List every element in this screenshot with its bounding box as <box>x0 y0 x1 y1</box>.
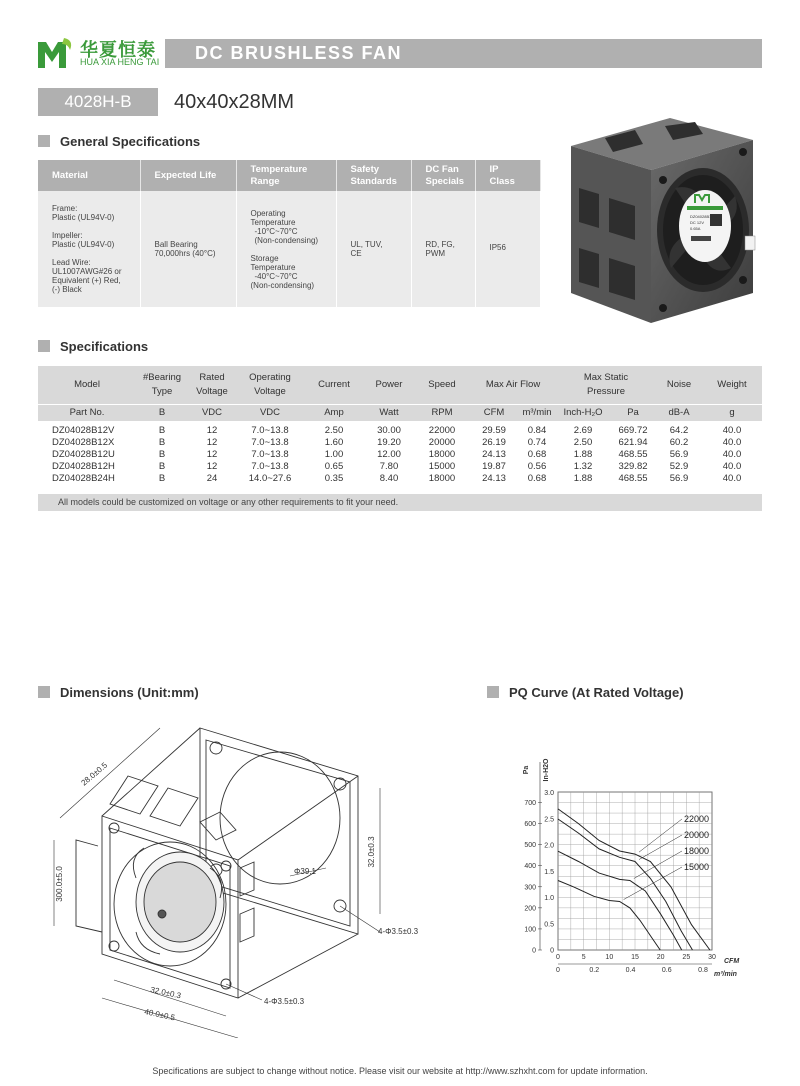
table-cell: 7.0~13.8 <box>251 461 289 472</box>
dim-diameter: Φ39.1 <box>294 867 316 876</box>
table-cell: 468.55 <box>618 473 648 484</box>
y2-tick-label: 2.0 <box>544 842 554 850</box>
table-cell: 15000 <box>428 461 456 472</box>
table-cell: 621.94 <box>618 437 648 448</box>
table-cell: B <box>158 473 166 484</box>
y2-tick-label: 2.5 <box>544 816 554 824</box>
table-cell: 12 <box>206 461 218 472</box>
table-cell: 56.9 <box>669 449 689 460</box>
general-spec-title: General Specifications <box>60 134 201 149</box>
unit-cell: Pa <box>610 404 656 421</box>
col-static-pressure <box>556 366 656 404</box>
specifications-title: Specifications <box>60 339 149 354</box>
material-wire-value: Equivalent (+) Red, <box>52 276 121 285</box>
table-cell: 24.13 <box>482 449 506 460</box>
y-axis-label: Pa <box>523 765 530 775</box>
series-leader-line <box>624 867 682 900</box>
temp-note: (Non-condensing) <box>250 280 315 290</box>
table-cell: 7.0~13.8 <box>251 449 289 460</box>
table-cell: 22000 <box>428 425 456 436</box>
dimension-drawing <box>40 718 440 1038</box>
table-row <box>38 473 762 485</box>
table-cell: 12 <box>206 437 218 448</box>
unit-cell: VDC <box>236 404 304 421</box>
table-cell: 329.82 <box>618 461 648 472</box>
col-noise: Noise <box>656 366 702 404</box>
specifications-table-wrap <box>38 366 762 485</box>
y2-tick-label: 0 <box>550 947 554 955</box>
unit-cell: Part No. <box>38 404 136 421</box>
dimensions-title: Dimensions (Unit:mm) <box>60 685 199 700</box>
table-cell: 40.0 <box>722 449 742 460</box>
logo-mark-icon <box>38 38 74 68</box>
table-cell: 24 <box>206 473 218 484</box>
table-cell: 468.55 <box>618 449 648 460</box>
x-tick-label: 0 <box>556 954 560 961</box>
material-impeller-value: Plastic (UL94V-0) <box>52 240 115 249</box>
series-label: 18000 <box>684 846 710 856</box>
table-cell: 18000 <box>428 473 456 484</box>
safety-line: CE <box>350 249 362 258</box>
temp-value: -10°C~70°C <box>254 226 298 236</box>
table-cell: 56.9 <box>669 473 689 484</box>
table-cell: 18000 <box>428 449 456 460</box>
dim-holes-bottom: 4-Φ3.5±0.3 <box>264 997 305 1006</box>
fan-label-current: 0.65A <box>690 226 701 231</box>
table-cell: 29.59 <box>482 425 506 436</box>
table-cell: 1.60 <box>324 437 344 448</box>
material-wire-value: (-) Black <box>52 285 82 294</box>
material-frame-label: Frame: <box>52 204 78 213</box>
table-cell: 12 <box>206 425 218 436</box>
material-wire-value: UL1007AWG#26 or <box>52 267 122 276</box>
header-expected-life: Expected Life <box>140 160 236 191</box>
unit-cell: m³/min <box>518 404 556 421</box>
units-row <box>38 404 762 421</box>
pq-curve-heading <box>487 685 684 700</box>
x2-axis-label: m³/min <box>714 971 737 978</box>
table-cell: 60.2 <box>669 437 689 448</box>
series-label: 20000 <box>684 830 710 840</box>
table-cell: 24.13 <box>482 473 506 484</box>
dim-hole-spacing-bottom: 32.0±0.3 <box>149 985 182 1001</box>
table-cell: 7.0~13.8 <box>251 437 289 448</box>
safety-cell <box>336 191 411 307</box>
y-tick-label: 200 <box>524 905 536 913</box>
fan-label-voltage: DC 12V <box>690 220 705 225</box>
y2-tick-label: 0.5 <box>544 921 554 929</box>
bullet-square-icon <box>38 340 50 352</box>
y2-tick-label: 1.5 <box>544 868 554 876</box>
y2-tick-label: 1.0 <box>544 895 554 903</box>
dim-holes-top: 4-Φ3.5±0.3 <box>378 927 419 936</box>
table-cell: 0.35 <box>324 473 344 484</box>
col-rated-voltage-label: Rated Voltage <box>196 371 228 397</box>
x2-tick-label: 0 <box>556 967 560 974</box>
series-label: 22000 <box>684 814 710 824</box>
fan-product-image <box>565 118 760 328</box>
temp-label: Temperature <box>250 217 296 227</box>
table-cell: DZ04028B12X <box>52 437 115 448</box>
table-cell: 1.88 <box>573 449 593 460</box>
page-title: DC BRUSHLESS FAN <box>195 43 403 63</box>
table-cell: 0.84 <box>527 425 547 436</box>
table-cell: B <box>158 449 166 460</box>
table-cell: DZ04028B12V <box>52 425 115 436</box>
table-cell: 8.40 <box>379 473 399 484</box>
col-model: Model <box>38 366 136 404</box>
col-bearing <box>136 366 188 404</box>
specials-line: PWM <box>425 249 446 258</box>
x2-tick-label: 0.6 <box>661 967 672 974</box>
temp-label: Operating <box>250 208 286 218</box>
series-label: 15000 <box>684 862 710 872</box>
table-cell: 14.0~27.6 <box>248 473 292 484</box>
table-cell: 1.88 <box>573 473 593 484</box>
pq-curve-18000 <box>558 851 682 950</box>
col-rated-voltage <box>188 366 236 404</box>
header-safety: Safety Standards <box>336 160 411 191</box>
x2-tick-label: 0.2 <box>589 967 600 974</box>
table-cell: 0.68 <box>527 473 547 484</box>
bullet-square-icon <box>38 135 50 147</box>
col-current: Current <box>304 366 364 404</box>
brand-name-en: HUA XIA HENG TAI <box>80 57 160 67</box>
table-cell: 12 <box>206 449 218 460</box>
table-cell: 52.9 <box>669 461 689 472</box>
brand-logo <box>38 36 163 70</box>
x-tick-label: 10 <box>605 954 614 961</box>
unit-cell: Watt <box>364 404 414 421</box>
safety-line: UL, TUV, <box>350 240 383 249</box>
table-row <box>38 425 762 437</box>
specifications-heading <box>38 339 148 354</box>
customization-note: All models could be customized on voltage or any other requirements to fit your need. <box>38 494 762 511</box>
table-cell: 1.00 <box>324 449 344 460</box>
col-power: Power <box>364 366 414 404</box>
table-cell: 669.72 <box>618 425 648 436</box>
unit-cell: RPM <box>414 404 470 421</box>
table-cell: 7.0~13.8 <box>251 425 289 436</box>
table-cell: 0.65 <box>324 461 344 472</box>
unit-cell: Inch-H₂O <box>556 404 610 421</box>
x-axis-label: CFM <box>724 958 740 965</box>
table-cell: 30.00 <box>377 425 401 436</box>
table-cell: 20000 <box>428 437 456 448</box>
specials-line: RD, FG, <box>425 240 455 249</box>
col-static-pressure-label: Max Static Pressure <box>583 371 629 397</box>
x-tick-label: 25 <box>682 954 691 961</box>
table-row <box>38 461 762 473</box>
col-bearing-label: #Bearing Type <box>142 371 182 397</box>
table-cell: 2.50 <box>324 425 344 436</box>
header-material: Material <box>38 160 140 191</box>
table-cell: 1.32 <box>573 461 593 472</box>
col-speed: Speed <box>414 366 470 404</box>
ip-cell: IP56 <box>475 191 540 307</box>
brand-name-cn: 华夏恒泰 <box>80 40 156 60</box>
table-cell: 40.0 <box>722 437 742 448</box>
y-tick-label: 500 <box>524 842 536 850</box>
dimensions-heading <box>38 685 199 700</box>
model-size: 40x40x28MM <box>174 91 295 113</box>
y-tick-label: 400 <box>524 863 536 871</box>
dim-depth: 28.0±0.5 <box>79 760 110 788</box>
x2-tick-label: 0.8 <box>698 967 708 974</box>
table-cell: 7.80 <box>379 461 399 472</box>
general-spec-heading <box>38 134 200 149</box>
table-cell: 19.87 <box>482 461 506 472</box>
life-bearing: Ball Bearing <box>154 240 198 249</box>
specifications-table <box>38 366 762 485</box>
y-tick-label: 300 <box>524 884 536 892</box>
table-cell: 40.0 <box>722 425 742 436</box>
temp-note: (Non-condensing) <box>254 235 319 245</box>
general-spec-table <box>38 160 541 307</box>
table-cell: B <box>158 461 166 472</box>
table-row <box>38 449 762 461</box>
unit-cell: VDC <box>188 404 236 421</box>
header-temperature: Temperature Range <box>236 160 336 191</box>
material-wire-label: Lead Wire: <box>52 258 91 267</box>
y2-axis-label: In-H2O <box>543 758 550 782</box>
col-air-flow: Max Air Flow <box>470 366 556 404</box>
model-number: 4028H-B <box>38 88 158 116</box>
life-cell <box>140 191 236 307</box>
table-cell: DZ04028B12H <box>52 461 115 472</box>
table-cell: 40.0 <box>722 473 742 484</box>
table-cell: 2.69 <box>573 425 593 436</box>
life-hours: 70,000hrs (40°C) <box>154 249 216 258</box>
unit-cell: CFM <box>470 404 518 421</box>
x-tick-label: 15 <box>631 954 639 961</box>
table-cell: 0.68 <box>527 449 547 460</box>
table-row <box>38 437 762 449</box>
table-cell: 64.2 <box>669 425 689 436</box>
pq-chart <box>500 750 750 985</box>
table-cell: B <box>158 437 166 448</box>
unit-cell: B <box>136 404 188 421</box>
unit-cell: dB-A <box>656 404 702 421</box>
material-cell <box>38 191 140 307</box>
col-operating-voltage-label: Operating Voltage <box>249 371 291 397</box>
x-tick-label: 20 <box>656 954 665 961</box>
header-ip: IP Class <box>475 160 540 191</box>
table-cell: 0.56 <box>527 461 547 472</box>
y2-tick-label: 3.0 <box>544 790 554 798</box>
y-tick-label: 0 <box>532 947 536 955</box>
dim-width: 40.0±0.5 <box>143 1007 176 1023</box>
dim-hole-spacing-side: 32.0±0.3 <box>367 836 376 868</box>
table-cell: DZ04028B12U <box>52 449 115 460</box>
specials-cell <box>411 191 475 307</box>
table-cell: 26.19 <box>482 437 506 448</box>
table-cell: 2.50 <box>573 437 593 448</box>
temp-label: Temperature <box>250 262 296 272</box>
unit-cell: Amp <box>304 404 364 421</box>
footer-disclaimer: Specifications are subject to change without notice. Please visit our website at http://www.szhxht.com for update information. <box>152 1066 648 1076</box>
y-tick-label: 100 <box>524 926 536 934</box>
col-operating-voltage <box>236 366 304 404</box>
col-weight: Weight <box>702 366 762 404</box>
temperature-cell <box>236 191 336 307</box>
fan-label-code: DZ04028B12H <box>690 214 717 219</box>
y-tick-label: 600 <box>524 821 536 829</box>
temp-value: -40°C~70°C <box>254 271 298 281</box>
table-cell: 40.0 <box>722 461 742 472</box>
temp-label: Storage <box>250 253 279 263</box>
dim-wire: 300.0±5.0 <box>55 866 64 902</box>
x-tick-label: 5 <box>581 954 586 961</box>
y-tick-label: 700 <box>524 800 536 808</box>
table-cell: B <box>158 425 166 436</box>
pq-curve-20000 <box>558 819 693 950</box>
table-cell: DZ04028B24H <box>52 473 115 484</box>
header-specials: DC Fan Specials <box>411 160 475 191</box>
bullet-square-icon <box>38 686 50 698</box>
table-cell: 12.00 <box>377 449 401 460</box>
unit-cell: g <box>702 404 762 421</box>
pq-curve-title: PQ Curve (At Rated Voltage) <box>509 685 684 700</box>
x2-tick-label: 0.4 <box>625 967 636 974</box>
table-cell: 19.20 <box>377 437 401 448</box>
title-bar <box>165 39 762 68</box>
material-impeller-label: Impeller: <box>52 231 83 240</box>
material-frame-value: Plastic (UL94V-0) <box>52 213 115 222</box>
x-tick-label: 30 <box>708 954 716 961</box>
table-cell: 0.74 <box>527 437 547 448</box>
bullet-square-icon <box>487 686 499 698</box>
